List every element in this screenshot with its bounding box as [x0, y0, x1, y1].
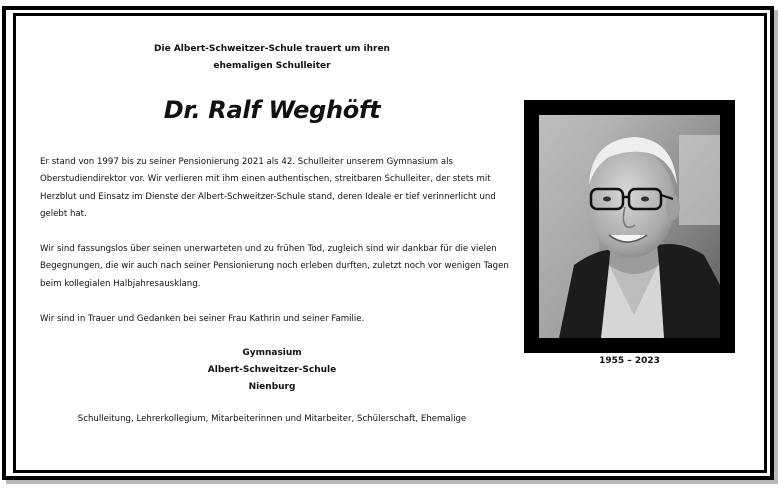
- mourners-line: Schulleitung, Lehrerkollegium, Mitarbeiterinnen und Mitarbeiter, Schülerschaft, Ehemalige: [77, 414, 467, 424]
- school-signature: [172, 345, 372, 396]
- obituary-heading: [110, 41, 434, 75]
- portrait-frame: [524, 100, 735, 353]
- life-years: 1955 – 2023: [599, 356, 660, 366]
- paragraph-gratitude: Wir sind fassungslos über seinen unerwarteten und zu frühen Tod, zugleich sind wir dankbar für die vielen Begegnungen, die wir auch nach seiner Pensionierung noch erleben durften, zuletzt noch vor wenigen Tagen beim kollegialen Halbjahresausklang.: [40, 244, 509, 289]
- heading-line-1: Die Albert-Schweitzer-Schule trauert um ihren: [154, 44, 390, 54]
- portrait-illustration: [539, 115, 720, 338]
- portrait-photo: [539, 115, 720, 338]
- school-name: Albert-Schweitzer-Schule: [207, 365, 337, 375]
- paragraph-career: Er stand von 1997 bis zu seiner Pensionierung 2021 als 42. Schulleiter unserem Gymnasium als Oberstudiendirektor vor. Wir verlieren mit ihm einen authentischen, streitbaren Schulleiter, der stets mit Herzblut und Einsatz im Dienste der Albert-Schweitzer-Schule stand, deren Ideale er tief verinnerlicht und gelebt hat.: [40, 157, 496, 220]
- paragraph-condolence: Wir sind in Trauer und Gedanken bei seiner Frau Kathrin und seiner Familie.: [40, 313, 365, 324]
- school-city: Nienburg: [248, 382, 296, 392]
- heading-line-2: ehemaligen Schulleiter: [213, 61, 331, 71]
- school-type: Gymnasium: [242, 348, 302, 358]
- deceased-name: Dr. Ralf Weghöft: [163, 96, 381, 124]
- obituary-text: [40, 154, 510, 345]
